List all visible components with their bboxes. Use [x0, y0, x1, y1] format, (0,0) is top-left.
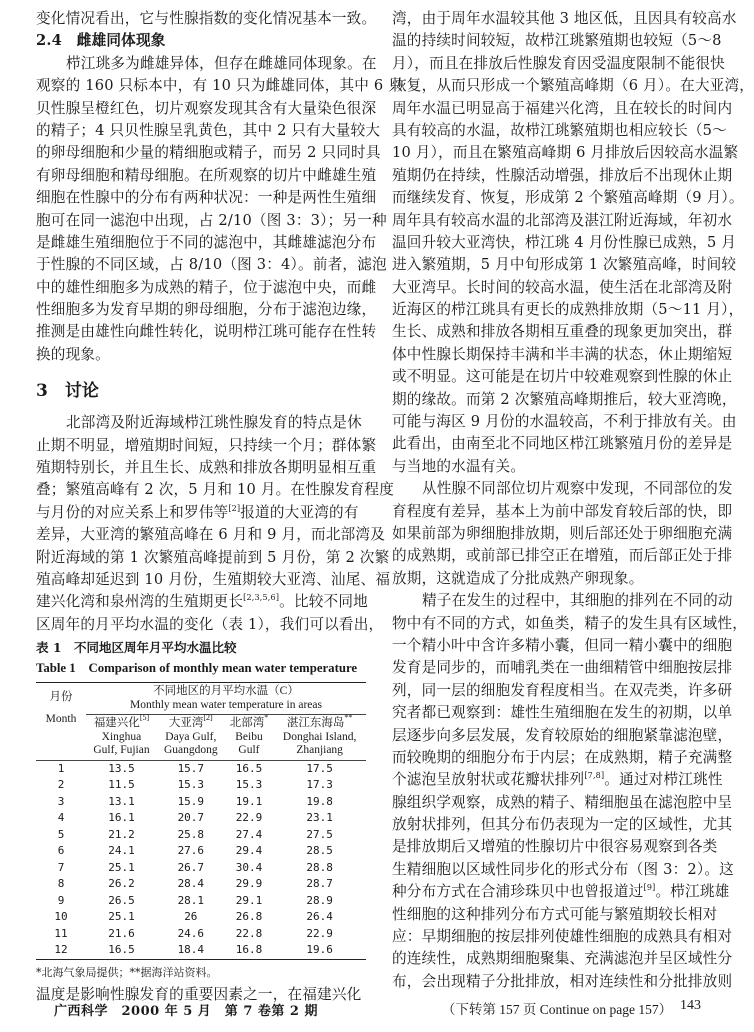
- text-line: 湾，由于周年水温较其他 3 地区低，且因具有较高水: [392, 10, 737, 27]
- text-line: 于性腺的不同区域，占 8/10（图 3：4）。前者，滤泡: [36, 256, 387, 274]
- month-cell: 6: [57, 844, 65, 858]
- text-span: 报道的大亚湾的有: [240, 503, 359, 521]
- text-line: 而较晚期的细胞分布于内层；在成熟期，精子充满整: [392, 748, 733, 766]
- intro-line: 变化情况看出，它与性腺指数的变化情况基本一致。: [36, 10, 377, 27]
- citation-ref: [7,8]: [584, 771, 605, 781]
- temperature-cell: 16.5: [225, 760, 274, 777]
- text-line: 北部湾及附近海域栉江珧性腺发育的特点是休: [66, 414, 362, 432]
- text-line: [36, 591, 366, 613]
- text-line: 月），而且在排放后性腺发育因受温度限制不能很快: [392, 54, 725, 72]
- paragraph: [392, 478, 733, 590]
- section-2-4-heading: 2.4 雌雄同体现象: [36, 32, 166, 50]
- text-line: 生精细胞以区域性同步化的形式分布（图 3：2）。这: [392, 860, 734, 878]
- temperature-cell: 26.5: [108, 893, 135, 907]
- temperature-cell: 11.5: [108, 778, 135, 792]
- text-line: 此看出，由南至北不同地区栉江珧繁殖月份的差异是: [392, 435, 733, 453]
- text-line: 温的持续时间较短，故栉江珧繁殖期也较短（5～8: [392, 32, 722, 50]
- table-row: [36, 843, 366, 860]
- text-line: 的连续性，成熟期细胞聚集、充满滤泡并呈区域性分: [392, 950, 733, 968]
- temperature-cell: 27.6: [177, 844, 205, 858]
- temperature-cell: 28.4: [177, 877, 205, 891]
- column-header-en: Guangdong: [163, 744, 218, 757]
- month-cell: 9: [57, 893, 65, 907]
- text-line: 究者都已观察到：雄性生殖细胞在发生的初期，以单: [392, 704, 733, 722]
- text-line: 从性腺不同部位切片观察中发现，不同部位的发: [422, 480, 733, 498]
- text-line: [392, 769, 722, 791]
- text-line: 进入繁殖期，5 月中旬形成第 1 次繁殖高峰，时间较: [392, 256, 737, 274]
- text-line: 育程度有差异，基本上为前中部发育较后部的快，即: [392, 502, 733, 520]
- month-cell: 2: [57, 778, 65, 792]
- temperature-cell: 15.7: [157, 760, 225, 777]
- temperature-cell: 21.6: [108, 926, 135, 940]
- month-cell: 10: [54, 910, 68, 924]
- temperature-cell: 26: [184, 910, 198, 924]
- table-row: [36, 926, 366, 943]
- month-header-en: Month: [45, 712, 77, 725]
- text-line: 换的现象。: [36, 345, 110, 363]
- citation-ref: [5]: [139, 713, 150, 723]
- month-cell: 8: [57, 877, 65, 891]
- temperature-cell: 29.9: [235, 877, 263, 891]
- text-line: 的成熟期，或前部已排空正在增殖，而后部正处于排: [392, 547, 733, 565]
- text-line: 层逐步向多层发展，发育较原始的细胞紧靠滤泡壁，: [392, 726, 733, 744]
- text-line: 的卵母细胞和少量的精细胞或精子，而另 2 只同时具: [36, 144, 381, 162]
- month-header-cn: 月份: [49, 691, 73, 704]
- column-header-en: Daya Gulf,: [165, 730, 217, 743]
- text-line: 细胞在性腺中的分布有两种状况：一种是两性生殖细: [36, 189, 377, 207]
- temperature-cell: 28.9: [306, 893, 333, 907]
- left-column: [36, 8, 404, 1006]
- journal-footer: 广西科学 2000 年 5 月 第 7 卷第 2 期: [54, 1004, 318, 1019]
- text-line: 殖期特别长，并且生长、成熟和排放各期明显相互重: [36, 459, 377, 477]
- temperature-cell: 24.6: [177, 926, 205, 940]
- table-row: [36, 810, 366, 827]
- temperature-cell: 25.8: [177, 827, 205, 841]
- temperature-cell: 19.6: [306, 943, 333, 957]
- table-row: [36, 827, 366, 844]
- text-span: 种分布方式在合浦珍珠贝中也曾报道过: [392, 883, 644, 901]
- text-line: 应：早期细胞的按层排列使雄性细胞的成熟具有相对: [392, 928, 733, 946]
- section-3-heading: 3 讨论: [36, 381, 99, 402]
- text-line: 放射状排列，但其分布仍表现为一定的区域性，尤其: [392, 816, 733, 834]
- text-line: 与当地的水温有关。: [392, 457, 526, 475]
- text-line: 差异，大亚湾的繁殖高峰在 6 月和 9 月，而北部湾及: [36, 526, 385, 544]
- text-line: 如果前部为卵细胞排放期，则后部还处于卵细胞充满: [392, 524, 733, 542]
- citation-ref: [2,3,5,6]: [243, 593, 280, 603]
- text-span: 与月份的对应关系上和罗伟等: [36, 503, 229, 521]
- temperature-cell: 28.8: [306, 860, 333, 874]
- table-caption-en: Table 1 Comparison of monthly mean water temperature: [36, 661, 358, 676]
- text-line: 贝性腺呈橙红色，切片观察发现其含有大量染色很深: [36, 99, 377, 117]
- text-line: 期的缘故。而第 2 次繁殖高峰期推后，较大亚湾晚，: [392, 390, 737, 408]
- table-row: [36, 860, 366, 877]
- text-line: 附近海域的第 1 次繁殖高峰提前到 5 月份，第 2 次繁: [36, 548, 390, 566]
- temperature-cell: 15.3: [235, 778, 263, 792]
- month-cell: 7: [57, 860, 65, 874]
- table-caption-cn: 表 1 不同地区周年月平均水温比较: [36, 640, 237, 656]
- citation-ref: [9]: [643, 883, 656, 893]
- temperature-cell: 17.3: [306, 778, 333, 792]
- section-2-4-body: [36, 53, 404, 366]
- text-line: 精子在发生的过程中，其细胞的排列在不同的动: [422, 592, 733, 610]
- month-cell: 12: [54, 943, 68, 957]
- column-header: [225, 715, 274, 761]
- table-row: [36, 794, 366, 811]
- text-line: 具有较高的水温，故栉江珧繁殖期也相应较长（5～: [392, 121, 727, 139]
- month-header: [36, 683, 86, 761]
- temperature-cell: 26.8: [235, 910, 263, 924]
- temperature-cell: 16.5: [108, 943, 135, 957]
- citation-ref: **: [344, 713, 353, 723]
- text-line: 中的雄性细胞多为成熟的精子，位于滤泡中央，而雌: [36, 278, 377, 296]
- paragraph: [392, 590, 748, 993]
- column-header-en: Gulf: [238, 744, 260, 757]
- column-header-cn: 福建兴化: [93, 717, 140, 730]
- table-row: [36, 876, 366, 893]
- text-line: 有卵母细胞和精母细胞。在所观察的切片中雌雄生殖: [36, 166, 377, 184]
- text-span: 。栉江珧雄: [655, 883, 730, 901]
- group-header-cn: 不同地区的月平均水温（C）: [153, 685, 299, 698]
- text-line: 胞可在同一滤泡中出现，占 2/10（图 3：3）；另一种: [36, 211, 387, 229]
- month-cell: 11: [54, 926, 68, 940]
- water-temperature-table: [36, 682, 366, 960]
- text-line: 近海区的栉江珧具有更长的成熟排放期（5～11 月），: [392, 301, 744, 319]
- month-cell: 5: [57, 827, 65, 841]
- text-line: 栉江珧多为雌雄异体，但存在雌雄同体现象。在: [66, 54, 377, 72]
- text-line: 布，会出现精子分批排放，相对连续性和分批排放则: [392, 972, 733, 990]
- text-line: 殖期仍在持续，性腺活动增强，排放后不出现休止期: [392, 166, 733, 184]
- text-line: 大亚湾早。长时间的较高水温，使生活在北部湾及附: [392, 278, 733, 296]
- column-header-en: Beibu: [235, 730, 263, 743]
- temperature-cell: 22.9: [235, 811, 263, 825]
- column-header-cn: 北部湾: [229, 717, 265, 730]
- temperature-cell: 18.4: [177, 943, 205, 957]
- column-header-en: Gulf, Fujian: [93, 744, 150, 757]
- page-number: 143: [680, 998, 701, 1013]
- text-line: 叠；繁殖高峰有 2 次，5 月和 10 月。在性腺发育程度: [36, 481, 395, 499]
- temperature-cell: 29.4: [235, 844, 263, 858]
- temperature-cell: 28.5: [306, 844, 333, 858]
- section-3-body: [36, 412, 395, 636]
- text-span: 个滤泡呈放射状或花瓣状排列: [392, 771, 585, 789]
- text-line: 是雌雄生殖细胞位于不同的滤泡中，其雌雄滤泡分布: [36, 233, 377, 251]
- text-line: 推测是由雄性向雌性转化，说明栉江珧可能存在性转: [36, 323, 377, 341]
- temperature-cell: 16.8: [235, 943, 263, 957]
- text-line: 殖高峰却延迟到 10 月份，生殖期较大亚湾、汕尾、福: [36, 570, 391, 588]
- temperature-cell: 16.1: [108, 811, 135, 825]
- text-line: 发育是同步的，而哺乳类在一曲细精管中细胞按层排: [392, 659, 733, 677]
- text-line: 温度是影响性腺发育的重要因素之一，在福建兴化: [36, 985, 362, 1003]
- temperature-cell: 25.1: [108, 860, 135, 874]
- month-cell: 1: [36, 760, 86, 777]
- text-span: 。比较不同地: [279, 593, 368, 611]
- group-header-en: Monthly mean water temperature in areas: [130, 698, 322, 711]
- temperature-cell: 29.1: [235, 893, 263, 907]
- temperature-cell: 21.2: [108, 827, 135, 841]
- text-line: [36, 502, 366, 524]
- text-span: 建兴化湾和泉州湾的生殖期更长: [36, 593, 244, 611]
- text-line: 或不明显。这可能是在切片中较难观察到性腺的休止: [392, 368, 733, 386]
- temperature-cell: 25.1: [108, 910, 135, 924]
- text-line: [392, 881, 730, 903]
- text-line: 腺组织学观察，成熟的精子、精细胞虽在滤泡腔中呈: [392, 793, 733, 811]
- text-line: 放期，这就造成了分批成熟产卵现象。: [392, 569, 644, 587]
- temperature-cell: 26.4: [306, 910, 333, 924]
- text-line: 性细胞的这种排列分布方式可能与繁殖期较长相对: [392, 905, 718, 923]
- group-header: [86, 683, 366, 715]
- temperature-cell: 20.7: [177, 811, 205, 825]
- column-header: [157, 715, 225, 761]
- text-line: 可能与海区 9 月份的水温较高，不利于排放有关。由: [392, 413, 737, 431]
- temperature-cell: 15.9: [177, 794, 205, 808]
- text-line: 区周年的月平均水温的变化（表 1），我们可以看出，: [36, 615, 384, 633]
- table-footnote: *北海气象局提供；**据海洋站资料。: [36, 965, 218, 979]
- text-line: 温回升较大亚湾快，栉江珧 4 月份性腺已成熟，5 月: [392, 233, 737, 251]
- column-header-en: Donghai Island,: [282, 730, 357, 743]
- temperature-cell: 13.1: [108, 794, 135, 808]
- temperature-cell: 24.1: [108, 844, 135, 858]
- right-column: [392, 8, 754, 1021]
- temperature-cell: 22.9: [306, 926, 333, 940]
- text-span: 。通过对栉江珧性: [604, 771, 723, 789]
- text-line: 10 月），而且在繁殖高峰期 6 月排放后因较高水温繁: [392, 144, 739, 162]
- citation-ref: [2]: [203, 713, 213, 723]
- table-row: [36, 909, 366, 926]
- text-line: 恢复，从而只形成一个繁殖高峰期（6 月）。在大亚湾，: [392, 77, 754, 95]
- text-line: 的精子；4 只贝性腺呈乳黄色，其中 2 只有大量较大: [36, 121, 381, 139]
- column-header-cn: 大亚湾: [168, 717, 204, 730]
- table-row: [36, 760, 366, 777]
- text-line: 性细胞多为发育早期的卵母细胞，分布于滤泡边缘，: [36, 301, 377, 319]
- temperature-cell: 15.3: [177, 778, 205, 792]
- month-cell: 3: [57, 794, 65, 808]
- temperature-cell: 27.4: [235, 827, 263, 841]
- temperature-cell: 30.4: [235, 860, 263, 874]
- month-cell: 4: [57, 811, 65, 825]
- text-line: 物中有不同的方式，如鱼类，精子的发生具有区域性，: [392, 614, 748, 632]
- citation-ref: *: [264, 713, 269, 723]
- temperature-cell: 23.1: [306, 811, 333, 825]
- text-line: 周年水温已明显高于福建兴化湾，且在较长的时间内: [392, 99, 733, 117]
- text-line: 是排放期后又增殖的性腺切片中很容易观察到各类: [392, 838, 718, 856]
- column-header: [273, 715, 366, 761]
- paragraph: [392, 8, 754, 478]
- table-row: [36, 777, 366, 794]
- temperature-cell: 28.1: [177, 893, 205, 907]
- column-header: [86, 715, 157, 761]
- column-header-cn: 湛江东海岛: [286, 717, 345, 730]
- text-line: 列，同一层的细胞发育程度相当。在双壳类，许多研: [392, 681, 733, 699]
- temperature-cell: 17.5: [273, 760, 366, 777]
- temperature-cell: 22.8: [235, 926, 263, 940]
- temperature-cell: 19.1: [235, 794, 263, 808]
- temperature-cell: 26.2: [108, 877, 135, 891]
- text-line: 体中性腺长期保持丰满和半丰满的状态，休止期缩短: [392, 345, 733, 363]
- citation-ref: [2]: [228, 503, 241, 513]
- text-line: 而继续发育、恢复，形成第 2 个繁殖高峰期（9 月）。: [392, 189, 744, 207]
- table-row: [36, 942, 366, 959]
- text-line: 止期不明显，增殖期时间短，只持续一个月；群体繁: [36, 436, 377, 454]
- temperature-cell: 27.5: [306, 827, 333, 841]
- temperature-cell: 26.7: [177, 860, 205, 874]
- text-line: 生长、成熟和排放各期相互重叠的现象更加突出，群: [392, 323, 733, 341]
- text-line: 观察的 160 只标本中，有 10 只为雌雄同体，其中 6 只: [36, 77, 404, 95]
- table-row: [36, 893, 366, 910]
- temperature-cell: 13.5: [86, 760, 157, 777]
- column-header-en: Zhanjiang: [296, 744, 343, 757]
- continue-note: （下转第 157 页 Continue on page 157）: [441, 1002, 673, 1018]
- column-header-en: Xinghua: [101, 730, 142, 743]
- temperature-cell: 19.8: [306, 794, 333, 808]
- text-line: 周年具有较高水温的北部湾及湛江附近海域，年初水: [392, 211, 733, 229]
- table-body: [36, 760, 366, 959]
- temperature-cell: 28.7: [306, 877, 333, 891]
- text-line: 一个精小叶中含许多精小囊，但同一精小囊中的细胞: [392, 636, 733, 654]
